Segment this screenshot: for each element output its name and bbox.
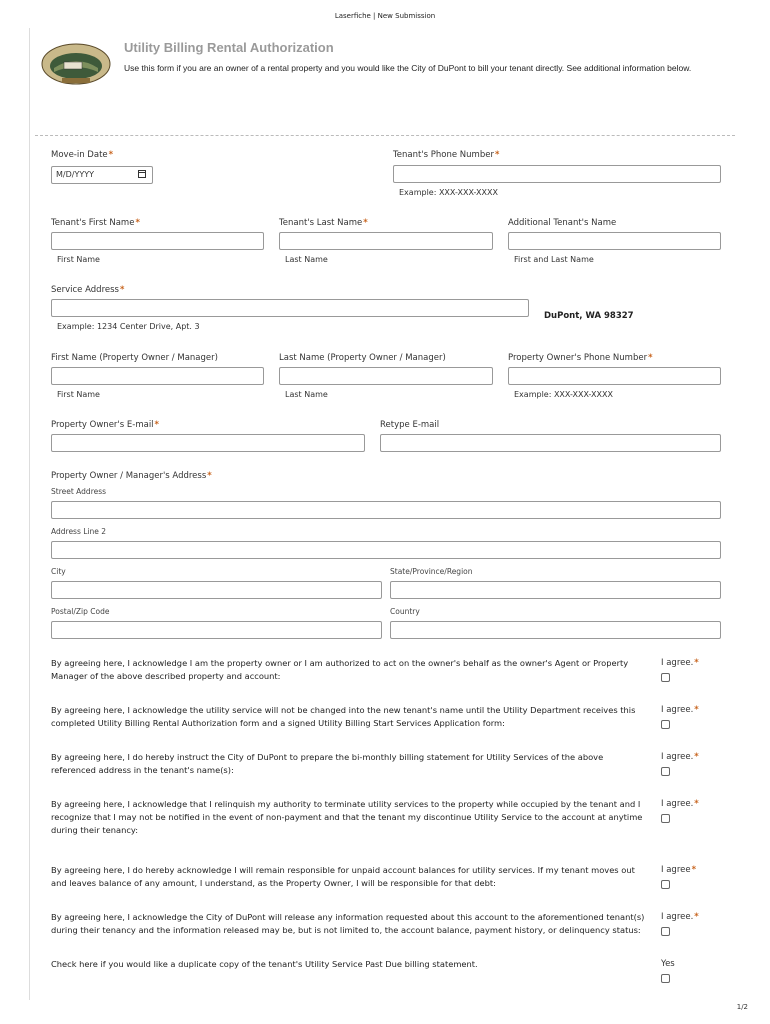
form-intro: Use this form if you are an owner of a rental property and you would like the City of DuPont to bill your tenant directly. See additional information below. xyxy=(124,63,692,73)
required-mark: * xyxy=(207,471,212,481)
agreement-label-2: I agree.* xyxy=(661,705,699,715)
tenant-last-name-input[interactable] xyxy=(279,232,493,250)
tenant-phone-hint: Example: XXX-XXX-XXXX xyxy=(399,188,498,197)
service-address-label: Service Address* xyxy=(51,285,125,295)
required-mark: * xyxy=(494,150,500,160)
required-mark: * xyxy=(154,420,159,430)
tenant-phone-input[interactable] xyxy=(393,165,721,183)
country-label: Country xyxy=(390,607,420,616)
required-mark: * xyxy=(363,218,368,228)
agreement-text-2: By agreeing here, I acknowledge the utility service will not be changed into the new tenant's name until the Utility Department receives this completed Utility Billing Rental Authorization form and a signed Utility Billing Start Services Application form: xyxy=(51,705,636,728)
additional-tenant-hint: First and Last Name xyxy=(514,255,594,264)
service-address-hint: Example: 1234 Center Drive, Apt. 3 xyxy=(57,322,200,331)
zip-input[interactable] xyxy=(51,621,382,639)
tenant-last-name-label: Tenant's Last Name* xyxy=(279,218,368,228)
date-placeholder: M/D/YYYY xyxy=(56,170,94,179)
owner-first-name-hint: First Name xyxy=(57,390,100,399)
required-mark: * xyxy=(135,218,140,228)
agreement-text-1: By agreeing here, I acknowledge I am the property owner or I am authorized to act on the owner's behalf as the owner's Agent or Property Manager of the above described property and account: xyxy=(51,658,629,681)
agreement-label-1: I agree.* xyxy=(661,658,699,668)
service-address-city: DuPont, WA 98327 xyxy=(544,311,634,321)
owner-phone-hint: Example: XXX-XXX-XXXX xyxy=(514,390,613,399)
page-header-title: Laserfiche | New Submission xyxy=(334,12,436,20)
tenant-first-name-hint: First Name xyxy=(57,255,100,264)
section-divider xyxy=(35,135,735,136)
country-input[interactable] xyxy=(390,621,721,639)
agreement-checkbox-2[interactable] xyxy=(661,720,670,729)
move-in-date-input[interactable] xyxy=(51,166,153,184)
form-title: Utility Billing Rental Authorization xyxy=(124,40,334,55)
owner-phone-input[interactable] xyxy=(508,367,721,385)
city-input[interactable] xyxy=(51,581,382,599)
address-line2-label: Address Line 2 xyxy=(51,527,107,536)
duplicate-copy-text: Check here if you would like a duplicate copy of the tenant's Utility Service Past Due billing statement. xyxy=(51,959,478,969)
tenant-last-name-hint: Last Name xyxy=(285,255,328,264)
additional-tenant-input[interactable] xyxy=(508,232,721,250)
street-address-input[interactable] xyxy=(51,501,721,519)
agreement-text-3: By agreeing here, I do hereby instruct the City of DuPont to prepare the bi-monthly billing statement for Utility Services of the above referenced address in the tenant's name(s): xyxy=(51,752,604,775)
street-address-label: Street Address xyxy=(51,487,107,496)
duplicate-copy-checkbox[interactable] xyxy=(661,974,670,983)
tenant-phone-label: Tenant's Phone Number* xyxy=(393,150,500,160)
tenant-first-name-label: Tenant's First Name* xyxy=(51,218,140,228)
retype-email-input[interactable] xyxy=(380,434,721,452)
owner-email-input[interactable] xyxy=(51,434,365,452)
required-mark: * xyxy=(108,150,114,160)
calendar-icon[interactable] xyxy=(138,170,146,178)
tenant-first-name-input[interactable] xyxy=(51,232,264,250)
owner-last-name-hint: Last Name xyxy=(285,390,328,399)
additional-tenant-label: Additional Tenant's Name xyxy=(508,218,617,228)
form-border xyxy=(29,28,30,1000)
owner-first-name-label: First Name (Property Owner / Manager) xyxy=(51,353,218,363)
agreement-label-6: I agree.* xyxy=(661,912,699,922)
city-label: City xyxy=(51,567,66,576)
agreement-text-6: By agreeing here, I acknowledge the City of DuPont will release any information requested about this account to the aforementioned tenant(s) during their tenancy and the information released may be, but is not limited to, the account balance, payment history, or delinquency status: xyxy=(51,912,645,935)
agreement-checkbox-5[interactable] xyxy=(661,880,670,889)
move-in-date-label: Move-in Date* xyxy=(51,150,114,160)
zip-label: Postal/Zip Code xyxy=(51,607,110,616)
required-mark: * xyxy=(119,285,125,295)
state-input[interactable] xyxy=(390,581,721,599)
agreement-label-5: I agree* xyxy=(661,865,697,875)
page-number: 1/2 xyxy=(736,1003,748,1011)
address-line2-input[interactable] xyxy=(51,541,721,559)
owner-last-name-label: Last Name (Property Owner / Manager) xyxy=(279,353,446,363)
agreement-label-3: I agree.* xyxy=(661,752,699,762)
city-logo xyxy=(40,40,112,86)
agreement-checkbox-1[interactable] xyxy=(661,673,670,682)
agreement-checkbox-6[interactable] xyxy=(661,927,670,936)
owner-phone-label: Property Owner's Phone Number* xyxy=(508,353,653,363)
duplicate-copy-label: Yes xyxy=(661,959,675,969)
agreement-checkbox-3[interactable] xyxy=(661,767,670,776)
agreement-checkbox-4[interactable] xyxy=(661,814,670,823)
owner-first-name-input[interactable] xyxy=(51,367,264,385)
state-label: State/Province/Region xyxy=(390,567,473,576)
owner-email-label: Property Owner's E-mail* xyxy=(51,420,159,430)
required-mark: * xyxy=(648,353,653,363)
agreement-text-4: By agreeing here, I acknowledge that I relinquish my authority to terminate utility services to the property while occupied by the tenant and I recognize that I may not be notified in the event of non-payment and that the tenant my discontinue Utility Service to the account at anytime during their tenancy: xyxy=(51,799,643,835)
retype-email-label: Retype E-mail xyxy=(380,420,440,430)
service-address-input[interactable] xyxy=(51,299,529,317)
agreement-label-4: I agree.* xyxy=(661,799,699,809)
owner-address-label: Property Owner / Manager's Address* xyxy=(51,471,212,481)
owner-last-name-input[interactable] xyxy=(279,367,493,385)
agreement-text-5: By agreeing here, I do hereby acknowledge I will remain responsible for unpaid account balances for utility services. If my tenant moves out and leaves balance of any amount, I understand, as the Property Owner, I will be responsible for that debt: xyxy=(51,865,635,888)
